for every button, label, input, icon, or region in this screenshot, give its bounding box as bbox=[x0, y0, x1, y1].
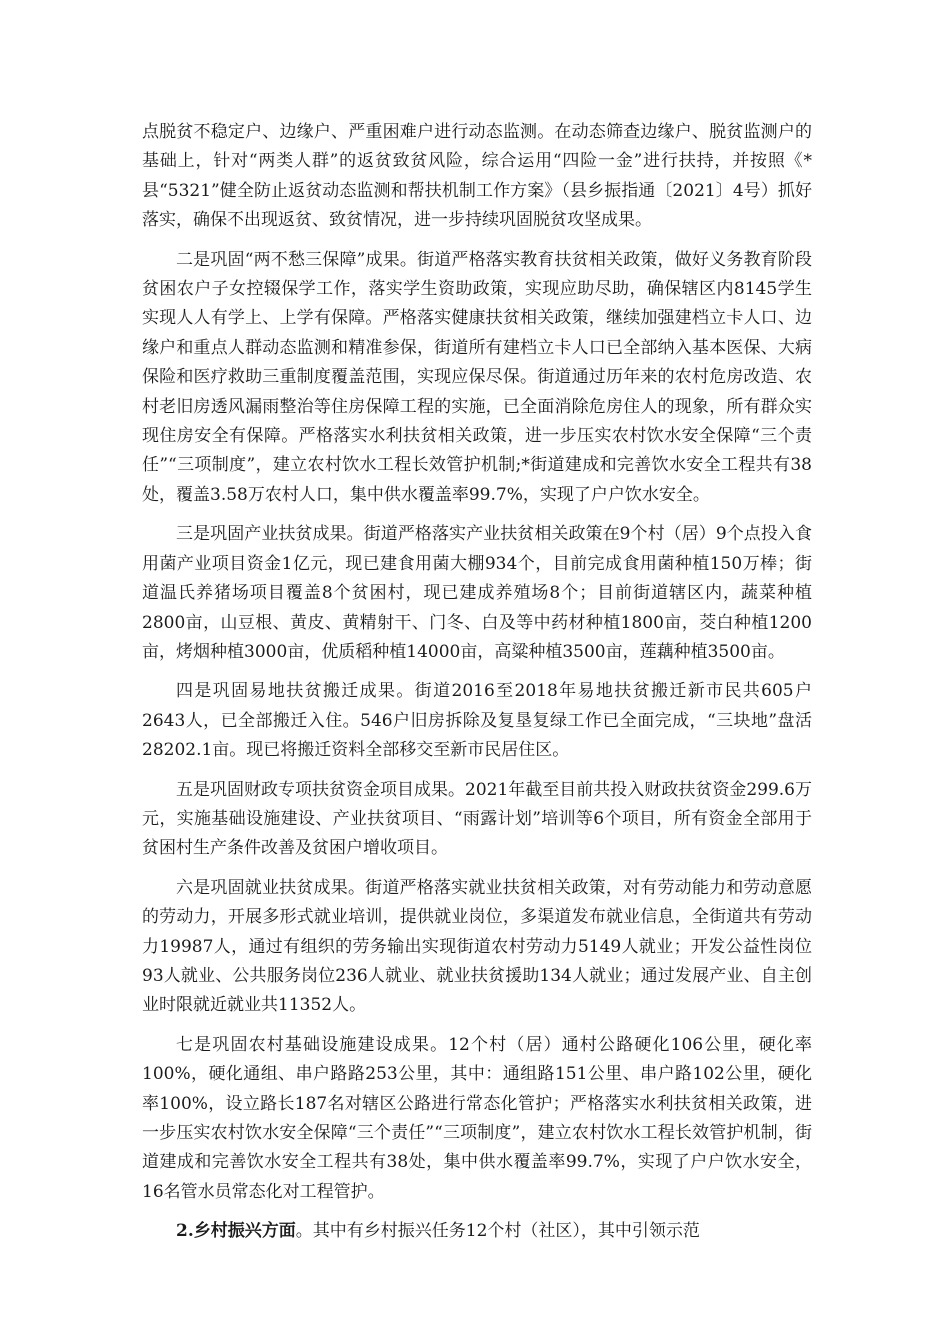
paragraph-continued: 点脱贫不稳定户、边缘户、严重困难户进行动态监测。在动态筛查边缘户、脱贫监测户的基础上，针对“两类人群”的返贫致贫风险，综合运用“四险一金”进行扶持，并按照《*县“5321”健全防止返贫动态监测和帮扶机制工作方案》（县乡振指通〔2021〕4号）抓好落实，确保不出现返贫、致贫情况，进一步持续巩固脱贫攻坚成果。 bbox=[142, 122, 812, 231]
paragraph-fiscal-funds: 五是巩固财政专项扶贫资金项目成果。2021年截至目前共投入财政扶贫资金299.6万元，实施基础设施建设、产业扶贫项目、“雨露计划”培训等6个项目，所有资金全部用于贫困村生产条件改善及贫困户增收项目。 bbox=[142, 779, 812, 859]
section-heading: 2.乡村振兴方面 bbox=[176, 1221, 296, 1242]
paragraph-industry-poverty-alleviation: 三是巩固产业扶贫成果。街道严格落实产业扶贫相关政策在9个村（居）9个点投入食用菌产业项目资金1亿元，现已建食用菌大棚934个，目前完成食用菌种植150万棒；街道温氏养猪场项目覆盖8个贫困村，现已建成养殖场8个；目前街道辖区内，蔬菜种植2800亩，山豆根、黄皮、黄精射干、门冬、白及等中药材种植1800亩，茭白种植1200亩，烤烟种植3000亩，优质稻种植14000亩，高粱种植3500亩，莲藕种植3500亩。 bbox=[142, 524, 812, 662]
paragraph-infrastructure: 七是巩固农村基础设施建设成果。12个村（居）通村公路硬化106公里，硬化率100%，硬化通组、串户路路253公里，其中：通组路151公里、串户路102公里，硬化率100%，设立路长187名对辖区公路进行常态化管护；严格落实水利扶贫相关政策，进一步压实农村饮水安全保障“三个责任”“三项制度”，建立农村饮水工程长效管护机制，街道建成和完善饮水安全工程共有38处，集中供水覆盖率99.7%，实现了户户饮水安全，16名管水员常态化对工程管护。 bbox=[142, 1034, 812, 1202]
paragraph-rural-revitalization bbox=[142, 1217, 812, 1246]
document-body bbox=[142, 118, 812, 1257]
paragraph-employment: 六是巩固就业扶贫成果。街道严格落实就业扶贫相关政策，对有劳动能力和劳动意愿的劳动力，开展多形式就业培训，提供就业岗位，多渠道发布就业信息，全街道共有劳动力19987人，通过有组织的劳务输出实现街道农村劳动力5149人就业；开发公益性岗位93人就业、公共服务岗位236人就业、就业扶贫援助134人就业；通过发展产业、自主创业时限就近就业共11352人。 bbox=[142, 877, 812, 1016]
paragraph-two-worries-three-guarantees: 二是巩固“两不愁三保障”成果。街道严格落实教育扶贫相关政策，做好义务教育阶段贫困农户子女控辍保学工作，落实学生资助政策，实现应助尽助，确保辖区内8145学生实现人人有学上、上学有保障。严格落实健康扶贫相关政策，继续加强建档立卡人口、边缘户和重点人群动态监测和精准参保，街道所有建档立卡人口已全部纳入基本医保、大病保险和医疗救助三重制度覆盖范围，实现应保尽保。街道通过历年来的农村危房改造、农村老旧房透风漏雨整治等住房保障工程的实施，已全面消除危房住人的现象，所有群众实现住房安全有保障。严格落实水利扶贫相关政策，进一步压实农村饮水安全保障“三个责任”“三项制度”，建立农村饮水工程长效管护机制;*街道建成和完善饮水安全工程共有38处，覆盖3.58万农村人口，集中供水覆盖率99.7%，实现了户户饮水安全。 bbox=[142, 249, 812, 505]
section-text: 。其中有乡村振兴任务12个村（社区），其中引领示范 bbox=[295, 1221, 700, 1242]
paragraph-relocation: 四是巩固易地扶贫搬迁成果。街道2016至2018年易地扶贫搬迁新市民共605户2643人，已全部搬迁入住。546户旧房拆除及复垦复绿工作已全面完成，“三块地”盘活28202.1亩。现已将搬迁资料全部移交至新市民居住区。 bbox=[142, 681, 812, 761]
